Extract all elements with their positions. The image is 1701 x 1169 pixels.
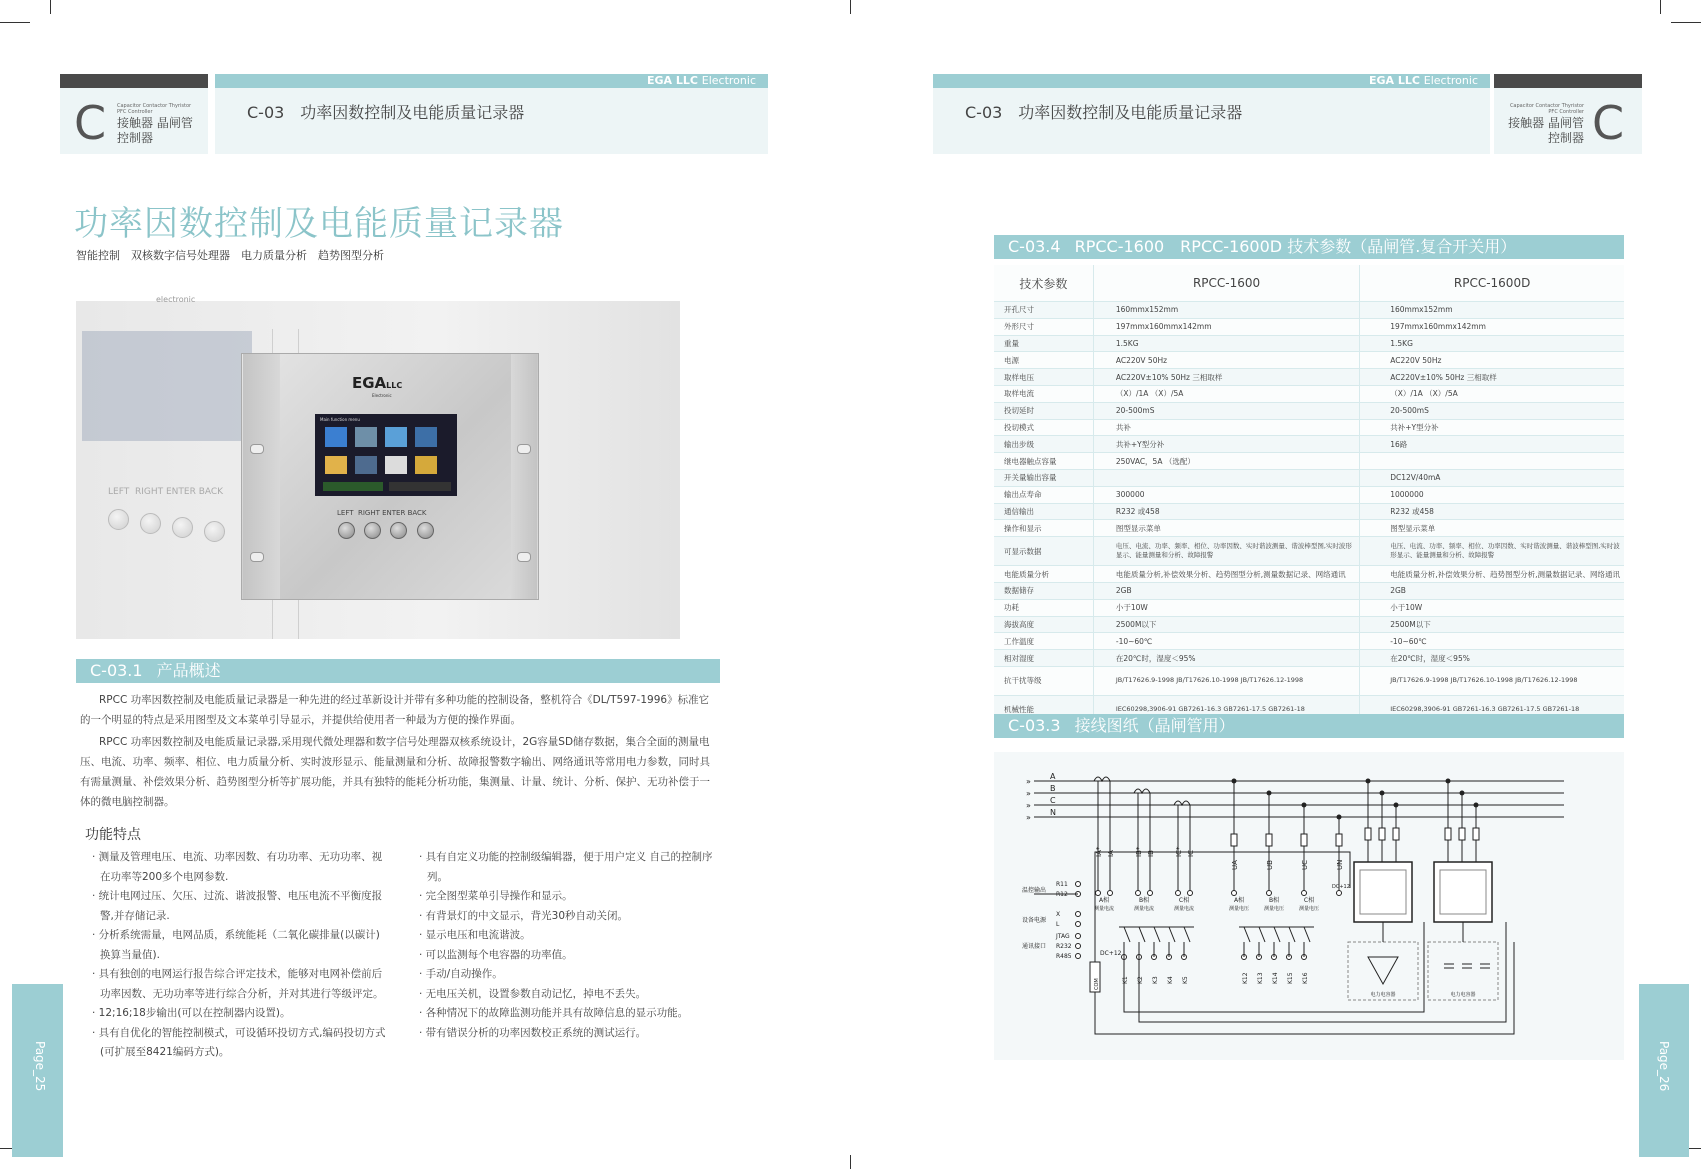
enter-button[interactable] xyxy=(390,522,407,539)
spec-cell: 2GB xyxy=(1360,582,1624,599)
main-subtitle: 智能控制 双核数字信号处理器 电力质量分析 趋势图型分析 xyxy=(76,249,384,262)
pin-label: X xyxy=(1056,911,1061,918)
current-group-label: B相 xyxy=(1138,897,1150,904)
screen-icon xyxy=(415,427,437,447)
terminal-dot xyxy=(1076,922,1081,927)
terminal-dot xyxy=(1136,891,1141,896)
spec-row xyxy=(994,503,1624,520)
spec-cell: DC12V/40mA xyxy=(1360,469,1624,486)
voltage-terminal-label: UC xyxy=(1301,859,1309,870)
brand-suffix: Electronic xyxy=(1423,74,1478,87)
spec-cell: AC220V 50Hz xyxy=(1093,352,1359,369)
features-left-list xyxy=(86,848,386,1063)
feature-item: · 显示电压和电流谐波。 xyxy=(419,929,531,941)
category-cn-right: 接触器 晶闸管 控制器 xyxy=(1508,116,1584,145)
dc-label: DC+12 xyxy=(1100,950,1122,957)
current-terminal-label: IB* xyxy=(1135,846,1143,857)
feature-item: · 具有自定义功能的控制级编辑器，便于用户定义 自己的控制序列。 xyxy=(419,851,713,883)
output-label: K4 xyxy=(1167,976,1174,984)
spec-header-cell: 技术参数 xyxy=(994,265,1093,302)
page-number-left: Page_25 xyxy=(33,1041,47,1092)
category-letter: C xyxy=(74,96,107,150)
spec-row xyxy=(994,520,1624,537)
feature-item: · 具有独创的电网运行报告综合评定技术，能够对电网补偿前后功率因数、无功功率等进行综合分析，并对其进行等级评定。 xyxy=(92,968,384,1000)
spec-cell: 1000000 xyxy=(1360,486,1624,503)
spec-cell: 共补+Y型分补 xyxy=(1093,436,1359,453)
ct-coil-icon xyxy=(1094,777,1110,781)
terminal-dot xyxy=(1176,891,1181,896)
voltage-group-sub: 测量电压 xyxy=(1298,906,1320,912)
relay-switch xyxy=(1274,927,1280,942)
main-title: 功率因数控制及电能质量记录器 xyxy=(74,204,564,244)
spec-cell: 300000 xyxy=(1093,486,1359,503)
capacitor-label: 电力电容器 xyxy=(1370,992,1396,998)
control-wire xyxy=(1139,922,1506,1022)
feature-item: · 带有错误分析的功率因数校正系统的测试运行。 xyxy=(419,1026,647,1039)
output-label: K1 xyxy=(1122,976,1129,984)
spec-cell: 工作温度 xyxy=(994,633,1093,650)
spec-cell: 可显示数据 xyxy=(994,537,1093,566)
faded-button-labels: LEFT RIGHT ENTER BACK xyxy=(108,487,224,497)
pin-label: R12 xyxy=(1056,891,1068,898)
spec-header-row xyxy=(994,265,1624,302)
terminal-dot xyxy=(1076,954,1081,959)
voltage-group-label: A相 xyxy=(1233,897,1245,904)
side-label: 温控输出 xyxy=(1022,887,1047,894)
wiring-section-bar: C-03.3 接线图纸（晶闸管用） xyxy=(994,714,1624,738)
control-wire xyxy=(1124,922,1424,1012)
spec-cell: 20-500mS xyxy=(1093,402,1359,419)
spec-cell: 电能质量分析 xyxy=(994,566,1093,583)
voltage-terminal-label: UB xyxy=(1266,860,1274,870)
spec-cell: AC220V±10% 50Hz 三相取样 xyxy=(1093,369,1359,386)
feature-item: · 无电压关机，设置参数自动记忆，掉电不丢失。 xyxy=(419,987,647,1000)
current-terminal-label: IB xyxy=(1147,850,1155,857)
terminal-dot xyxy=(1108,891,1113,896)
spec-header-cell: RPCC-1600D xyxy=(1360,265,1624,302)
bus-label: A xyxy=(1050,772,1056,781)
spec-row xyxy=(994,385,1624,402)
terminal-dot xyxy=(1076,934,1081,939)
left-title-panel xyxy=(215,88,768,154)
screen-icon xyxy=(355,427,377,447)
spec-cell: JB/T17626.9-1998 JB/T17626.10-1998 JB/T17626.12-1998 xyxy=(1360,666,1624,695)
category-cn: 接触器 晶闸管 控制器 xyxy=(117,116,193,145)
right-button[interactable] xyxy=(364,522,381,539)
spec-header-cell: RPCC-1600 xyxy=(1093,265,1359,302)
spec-cell: （X）/1A （X）/5A xyxy=(1093,385,1359,402)
spec-cell: AC220V±10% 50Hz 三相取样 xyxy=(1360,369,1624,386)
spec-cell: 功耗 xyxy=(994,599,1093,616)
faded-button xyxy=(140,513,161,534)
spec-cell: 抗干扰等级 xyxy=(994,666,1093,695)
spec-cell: 继电器触点容量 xyxy=(994,453,1093,470)
pin-label: R232 xyxy=(1056,943,1072,950)
page-tab-left xyxy=(12,984,63,1157)
dc-label: DC+12 xyxy=(1332,884,1350,890)
header-dark-bar xyxy=(60,74,208,88)
bg-brand-text: electronic xyxy=(156,295,196,304)
crop-mark xyxy=(850,1155,851,1169)
fuse-icon xyxy=(1393,828,1399,840)
crop-mark xyxy=(1671,22,1701,23)
spec-cell: 重量 xyxy=(994,335,1093,352)
spec-table-wrap xyxy=(994,265,1624,725)
capacitor-label: 电力电容器 xyxy=(1450,992,1476,998)
output-label: K13 xyxy=(1257,972,1264,984)
screen-icon xyxy=(355,456,377,474)
spec-cell: 2500M以下 xyxy=(1360,616,1624,633)
spec-cell: 电源 xyxy=(994,352,1093,369)
spec-cell: 开关量输出容量 xyxy=(994,469,1093,486)
pin-label: L xyxy=(1056,921,1060,928)
spec-cell: 操作和显示 xyxy=(994,520,1093,537)
thyristor-module xyxy=(1434,862,1492,922)
overview-paragraph: RPCC 功率因数控制及电能质量记录器,采用现代微处理器和数字信号处理器双核系统设计，2G容量SD储存数据，集合全面的测量电压、电流、功率、频率、相位、电力质量分析、实时波形显示、能量测量和分析、故障报警数字输出、网络通讯等常用电力参数，同时具有需量测量、补偿效果分析、趋势图型分析等扩展功能，并具有独特的能耗分析功能，集测量、计量、统计、分析、保护、无功补偿于一体的微电脑控制器。 xyxy=(80,736,710,808)
brand-name: EGA LLC xyxy=(646,74,698,87)
spec-cell: IEC60298,3906-91 GB7261-16.3 GB7261-17.5 GB7261-18 xyxy=(1093,695,1359,724)
current-group-label: A相 xyxy=(1098,897,1110,904)
thyristor-module xyxy=(1354,862,1412,922)
spec-row xyxy=(994,318,1624,335)
fuse-icon xyxy=(1445,828,1451,840)
spec-row xyxy=(994,666,1624,695)
junction-dot xyxy=(1394,803,1399,808)
spec-cell: 开孔尺寸 xyxy=(994,302,1093,319)
output-label: K12 xyxy=(1242,972,1249,984)
left-button[interactable] xyxy=(338,522,355,539)
voltage-terminal-label: UN xyxy=(1336,859,1344,870)
pin-label: JTAG xyxy=(1056,933,1070,940)
terminal-dot xyxy=(1188,891,1193,896)
spec-row xyxy=(994,469,1624,486)
bus-arrow-icon: » xyxy=(1026,801,1031,810)
back-button[interactable] xyxy=(417,522,434,539)
relay-switch xyxy=(1289,927,1295,942)
button-labels: LEFT RIGHT ENTER BACK xyxy=(337,509,427,517)
spec-cell: 在20℃时，湿度＜95% xyxy=(1360,650,1624,667)
terminal-dot xyxy=(1076,944,1081,949)
device-panel xyxy=(241,353,539,600)
terminal-dot xyxy=(1232,891,1237,896)
feature-item: · 分析系统需量，电网品质，系统能耗（二氧化碳排量(以碳计)换算当量值). xyxy=(92,929,380,961)
voltage-group-label: B相 xyxy=(1268,897,1280,904)
fuse-icon xyxy=(1473,828,1479,840)
spec-cell: 机械性能 xyxy=(994,695,1093,724)
spec-row xyxy=(994,302,1624,319)
spec-row xyxy=(994,453,1624,470)
overview-text xyxy=(80,690,710,812)
current-terminal-label: IC* xyxy=(1175,846,1183,857)
junction-dot xyxy=(1380,791,1385,796)
wiring-diagram xyxy=(994,752,1624,1060)
terminal-dot xyxy=(1148,891,1153,896)
pin-label: R11 xyxy=(1056,881,1068,888)
spec-cell: 相对湿度 xyxy=(994,650,1093,667)
spec-cell: JB/T17626.9-1998 JB/T17626.10-1998 JB/T17626.12-1998 xyxy=(1093,666,1359,695)
spec-cell: 取样电流 xyxy=(994,385,1093,402)
spec-cell: （X）/1A （X）/5A xyxy=(1360,385,1624,402)
spec-cell: AC220V 50Hz xyxy=(1360,352,1624,369)
fuse-icon xyxy=(1379,828,1385,840)
relay-switch xyxy=(1169,927,1175,942)
current-group-sub: 测量电流 xyxy=(1093,906,1115,912)
spec-cell: 输出点寿命 xyxy=(994,486,1093,503)
voltage-group-label: C相 xyxy=(1303,897,1315,904)
feature-item: · 各种情况下的故障监测功能并具有故障信息的显示功能。 xyxy=(419,1007,689,1019)
spec-row xyxy=(994,582,1624,599)
overview-section-bar: C-03.1 产品概述 xyxy=(76,659,720,683)
spec-cell: 图型显示菜单 xyxy=(1093,520,1359,537)
left-category-panel xyxy=(60,88,208,154)
spec-row xyxy=(994,486,1624,503)
output-label: K3 xyxy=(1152,976,1159,984)
ct-coil-icon xyxy=(1134,789,1150,793)
spec-cell: 2GB xyxy=(1093,582,1359,599)
right-title-panel xyxy=(933,88,1490,154)
voltage-group-sub: 测量电压 xyxy=(1228,906,1250,912)
feature-item: · 手动/自动操作。 xyxy=(419,968,503,980)
spec-row xyxy=(994,369,1624,386)
faded-screen xyxy=(82,331,252,441)
spec-row xyxy=(994,537,1624,566)
spec-cell: 投切延时 xyxy=(994,402,1093,419)
faded-button xyxy=(108,509,129,530)
junction-dot xyxy=(1460,791,1465,796)
feature-item: · 可以监测每个电容器的功率值。 xyxy=(419,948,573,961)
category-en-right: Capacitor Contactor Thyristor PFC Controller xyxy=(1509,103,1584,115)
product-photo xyxy=(76,295,680,639)
spec-cell: 在20℃时，湿度＜95% xyxy=(1093,650,1359,667)
header-title-right: C-03 功率因数控制及电能质量记录器 xyxy=(965,103,1243,122)
relay-switch xyxy=(1139,927,1145,942)
spec-cell: 外形尺寸 xyxy=(994,318,1093,335)
spec-row xyxy=(994,419,1624,436)
com-label: COM xyxy=(1094,978,1100,990)
page-number-right: Page_26 xyxy=(1657,1041,1671,1092)
feature-item: · 测量及管理电压、电流、功率因数、有功功率、无功功率、视在功率等200多个电网参数. xyxy=(92,851,383,883)
spec-cell: 小于10W xyxy=(1360,599,1624,616)
spec-cell: -10~60℃ xyxy=(1093,633,1359,650)
spec-cell: 小于10W xyxy=(1093,599,1359,616)
relay-switch xyxy=(1184,927,1190,942)
spec-cell: 电能质量分析,补偿效果分析、趋势图型分析,测量数据记录、网络通讯 xyxy=(1093,566,1359,583)
screen-icon xyxy=(325,427,347,447)
side-label: 设备电源 xyxy=(1022,917,1047,924)
crop-mark xyxy=(50,0,51,14)
terminal-dot xyxy=(1302,891,1307,896)
screen-icon xyxy=(385,456,407,474)
spec-cell: 250VAC，5A （选配） xyxy=(1093,453,1359,470)
spec-row xyxy=(994,616,1624,633)
spec-cell: 160mmx152mm xyxy=(1360,302,1624,319)
relay-switch xyxy=(1154,927,1160,942)
bus-arrow-icon: » xyxy=(1026,777,1031,786)
spec-cell: 2500M以下 xyxy=(1093,616,1359,633)
spec-cell: 1.5KG xyxy=(1093,335,1359,352)
bus-arrow-icon: » xyxy=(1026,813,1031,822)
relay-switch xyxy=(1304,927,1310,942)
right-category-panel xyxy=(1494,88,1642,154)
device-logo-sub: Electronic xyxy=(372,393,392,398)
current-terminal-label: IA* xyxy=(1095,846,1103,857)
spec-row xyxy=(994,352,1624,369)
screen-icon xyxy=(415,456,437,474)
relay-switch xyxy=(1124,927,1130,942)
relay-switch xyxy=(1259,927,1265,942)
header-dark-bar-right xyxy=(1494,74,1642,88)
bus-arrow-icon: » xyxy=(1026,789,1031,798)
spec-cell: 数据储存 xyxy=(994,582,1093,599)
side-label: 通讯接口 xyxy=(1022,943,1047,950)
bus-label: B xyxy=(1050,784,1056,793)
spec-cell: 投切模式 xyxy=(994,419,1093,436)
crop-mark xyxy=(0,22,30,23)
spec-cell: 16路 xyxy=(1360,436,1624,453)
output-label: K2 xyxy=(1137,976,1144,984)
screen-icon xyxy=(325,456,347,474)
fuse-icon xyxy=(1336,834,1342,846)
category-letter-right: C xyxy=(1592,96,1625,150)
output-label: K16 xyxy=(1302,972,1309,984)
screen-icon xyxy=(385,427,407,447)
spec-cell: 输出步级 xyxy=(994,436,1093,453)
spec-row xyxy=(994,436,1624,453)
spec-cell: 电压、电流、功率、频率、相位、功率因数、实时谐波测量、谐波棒型图,实时波形显示、能量测量和分析、故障报警 xyxy=(1360,537,1624,566)
spec-section-bar: C-03.4 RPCC-1600 RPCC-1600D 技术参数（晶闸管.复合开关用） xyxy=(994,235,1624,259)
spec-cell: 图型显示菜单 xyxy=(1360,520,1624,537)
spec-row xyxy=(994,599,1624,616)
output-label: K5 xyxy=(1182,976,1189,984)
spec-row xyxy=(994,650,1624,667)
pin-label: R485 xyxy=(1056,953,1072,960)
feature-item: · 统计电网过压、欠压、过流、谐波报警、电压电流不平衡度报警,并存储记录. xyxy=(92,890,383,922)
faded-button xyxy=(204,521,225,542)
current-group-label: C相 xyxy=(1178,897,1190,904)
current-terminal-label: IC xyxy=(1187,850,1195,857)
spec-cell xyxy=(1360,453,1624,470)
spec-cell: 电能质量分析,补偿效果分析、趋势图型分析,测量数据记录、网络通讯 xyxy=(1360,566,1624,583)
brand-suffix: Electronic xyxy=(701,74,756,87)
spec-cell: 1.5KG xyxy=(1360,335,1624,352)
spec-row xyxy=(994,566,1624,583)
junction-dot xyxy=(1446,779,1451,784)
feature-item: · 完全图型菜单引导操作和显示。 xyxy=(419,890,573,902)
spec-row xyxy=(994,402,1624,419)
wiring-diagram-svg xyxy=(994,752,1624,1060)
spec-cell: 共补+Y型分补 xyxy=(1360,419,1624,436)
capacitor-delta-icon xyxy=(1368,957,1398,984)
ct-coil-icon xyxy=(1174,801,1190,805)
terminal-dot xyxy=(1076,882,1081,887)
voltage-group-sub: 测量电压 xyxy=(1263,906,1285,912)
spec-cell: R232 或458 xyxy=(1360,503,1624,520)
fuse-icon xyxy=(1301,834,1307,846)
brand-name: EGA LLC xyxy=(1368,74,1420,87)
voltage-terminal-label: UA xyxy=(1231,860,1239,870)
relay-switch xyxy=(1244,927,1250,942)
spec-cell: 197mmx160mmx142mm xyxy=(1093,318,1359,335)
spec-row xyxy=(994,633,1624,650)
spec-cell: 电压、电流、功率、频率、相位、功率因数、实时谐波测量、谐波棒型图,实时波形显示、能量测量和分析、故障报警 xyxy=(1093,537,1359,566)
output-label: K14 xyxy=(1272,972,1279,984)
fuse-icon xyxy=(1231,834,1237,846)
spec-cell xyxy=(1093,469,1359,486)
faded-button xyxy=(172,517,193,538)
device-logo: EGALLC xyxy=(352,374,403,392)
spec-cell: -10~60℃ xyxy=(1360,633,1624,650)
current-group-sub: 测量电流 xyxy=(1173,906,1195,912)
spec-cell: 20-500mS xyxy=(1360,402,1624,419)
spec-cell: 通信输出 xyxy=(994,503,1093,520)
fuse-icon xyxy=(1266,834,1272,846)
current-terminal-label: IA xyxy=(1107,850,1115,857)
category-en: Capacitor Contactor Thyristor PFC Controller xyxy=(117,103,192,115)
bus-label: N xyxy=(1050,808,1056,817)
crop-mark xyxy=(850,0,851,14)
header-title: C-03 功率因数控制及电能质量记录器 xyxy=(247,103,525,122)
crop-mark xyxy=(1660,0,1661,14)
spec-cell: R232 或458 xyxy=(1093,503,1359,520)
features-title: 功能特点 xyxy=(85,827,141,843)
spec-row xyxy=(994,335,1624,352)
device-screen: Main function menu xyxy=(315,414,457,496)
output-label: K15 xyxy=(1287,972,1294,984)
header-brand-bar xyxy=(215,74,768,88)
spec-cell: 取样电压 xyxy=(994,369,1093,386)
page-tab-right xyxy=(1639,984,1689,1157)
spec-cell: 海拔高度 xyxy=(994,616,1093,633)
terminal-dot xyxy=(1096,891,1101,896)
spec-cell: 197mmx160mmx142mm xyxy=(1360,318,1624,335)
fuse-icon xyxy=(1459,828,1465,840)
feature-item: · 有背景灯的中文显示，背光30秒自动关闭。 xyxy=(419,909,629,922)
feature-item: · 12;16;18步输出(可以在控制器内设置)。 xyxy=(92,1007,291,1019)
fuse-icon xyxy=(1365,828,1371,840)
spec-cell: IEC60298,3906-91 GB7261-16.3 GB7261-17.5 GB7261-18 xyxy=(1360,695,1624,724)
feature-item: · 具有自优化的智能控制模式，可设循环投切方式,编码投切方式 (可扩展至8421编码方式)。 xyxy=(92,1026,386,1058)
current-group-sub: 测量电流 xyxy=(1133,906,1155,912)
bus-label: C xyxy=(1050,796,1056,805)
header-brand-bar-right xyxy=(933,74,1490,88)
junction-dot xyxy=(1366,779,1371,784)
features-right-list xyxy=(413,848,713,1043)
overview-paragraph: RPCC 功率因数控制及电能质量记录器是一种先进的经过革新设计并带有多种功能的控制设备，整机符合《DL/T597-1996》标准它的一个明显的特点是采用图型及文本菜单引导显示，并提供给使用者一种最为方便的操作界面。 xyxy=(80,694,710,726)
spec-table xyxy=(994,265,1624,725)
spec-cell: 160mmx152mm xyxy=(1093,302,1359,319)
terminal-dot xyxy=(1267,891,1272,896)
terminal-dot xyxy=(1337,891,1342,896)
spec-cell: 共补 xyxy=(1093,419,1359,436)
terminal-dot xyxy=(1076,912,1081,917)
junction-dot xyxy=(1474,803,1479,808)
